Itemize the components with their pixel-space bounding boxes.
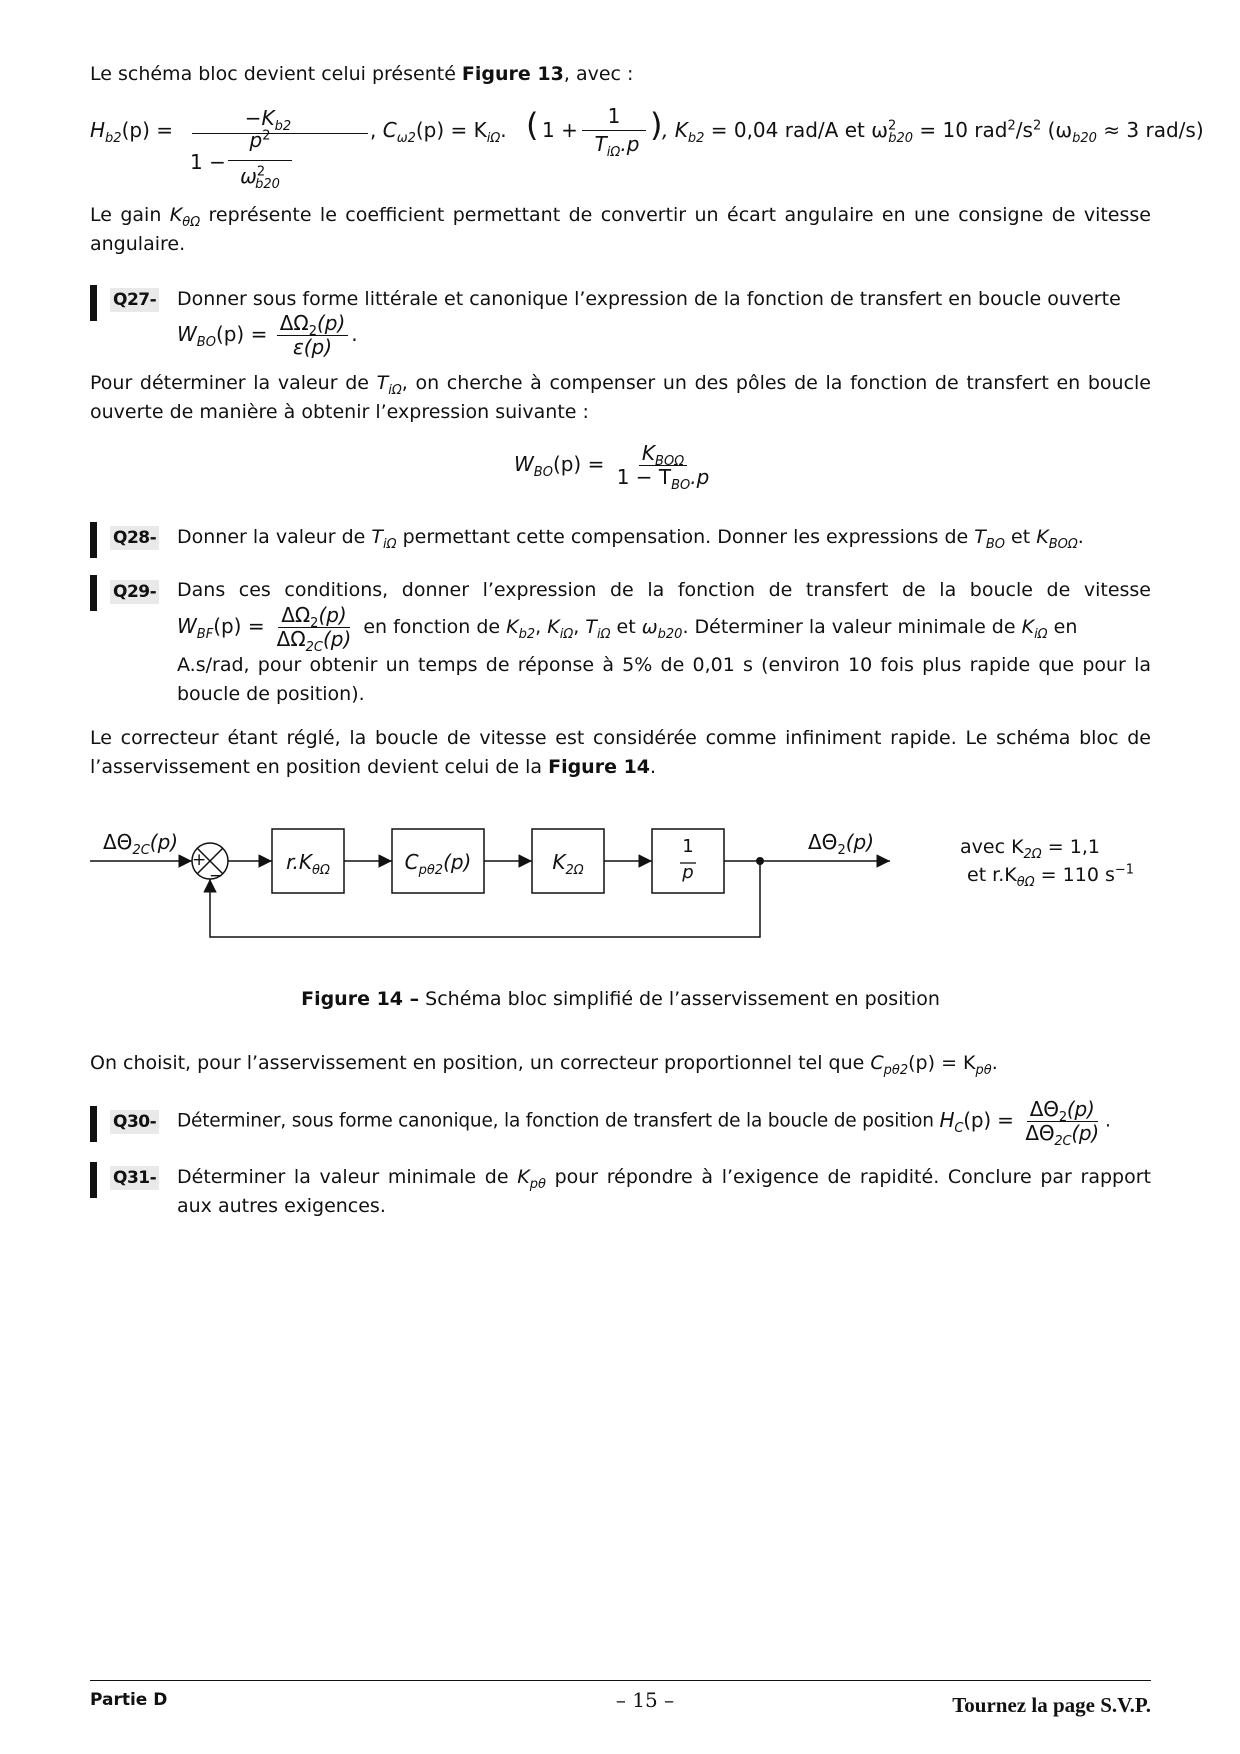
block-integrator-num: 1 xyxy=(682,836,694,857)
figure-14-ref: Figure 14 xyxy=(548,756,651,778)
block-k2omega-label: $K_{2\Omega}$ xyxy=(552,850,584,878)
diagram-note-rk: et $r.K_{\theta\Omega} = 110$ $s^{-1}$ xyxy=(967,862,1135,890)
q27-marker xyxy=(90,285,97,321)
q31-marker xyxy=(90,1162,97,1198)
q27-text: Donner sous forme littérale et canonique l’expression de la fonction de transfert en boucle ouverte xyxy=(177,288,1121,310)
q28-tag: Q28- xyxy=(110,526,159,550)
diagram-output-label: $\Delta\Theta_2(p)$ xyxy=(808,830,875,858)
figure-13-ref: Figure 13 xyxy=(461,63,564,85)
correcteur-paragraph: Le correcteur étant réglé, la boucle de vitesse est considérée comme infiniment rapide. Le schéma bloc de l’asservissement en position devient celui de la Figure 14. xyxy=(90,727,1151,778)
q31-tag: Q31- xyxy=(110,1166,159,1190)
choix-paragraph: On choisit, pour l’asservissement en position, un correcteur proportionnel tel que $C_{p\theta 2}(p) = K_{p\theta}$. xyxy=(90,1052,998,1078)
footer-rule xyxy=(90,1680,1151,1681)
block-corrector-label: $C_{p\theta 2}(p)$ xyxy=(404,850,472,878)
block-integrator-den: p xyxy=(682,862,694,883)
block-rk-theta-label: $r.K_{\theta\Omega}$ xyxy=(286,850,330,878)
q28-text: Donner la valeur de $T_{i\Omega}$ permettant cette compensation. Donner les expressions de $T_{BO}$ et $K_{BO\Omega}$. xyxy=(177,526,1084,552)
q28-marker xyxy=(90,522,97,558)
hb2-numerator: $-K_{b2}$ xyxy=(244,106,292,134)
plus-sign: + xyxy=(192,850,207,870)
minus-sign: − xyxy=(209,866,224,886)
footer-turn-page: Tournez la page S.V.P. xyxy=(952,1693,1151,1717)
intro-paragraph: Le schéma bloc devient celui présenté Figure 13, avec : xyxy=(90,63,634,85)
q29-line4: boucle de position). xyxy=(177,683,365,705)
q29-marker xyxy=(90,575,97,611)
diagram-note-k2omega: avec $K_{2\Omega} = 1,1$ xyxy=(960,836,1100,862)
figure-14-caption: Figure 14 – Schéma bloc simplifié de l’asservissement en position xyxy=(301,988,940,1010)
q31-text: Déterminer la valeur minimale de $K_{p\theta}$ pour répondre à l’exigence de rapidité. Conclure par rapport aux autres exigences. xyxy=(177,1166,1151,1217)
q27-formula: $W_{BO}(p)$ = $\frac{\Delta\Omega_2(p)}{\varepsilon(p)}$ . xyxy=(177,311,358,359)
q29-line2: $W_{BF}(p)$ = $\frac{\Delta\Omega_2(p)}{\Delta\Omega_{2C}(p)}$ en fonction de $K_{b2}$, $K_{i\Omega}$, $T_{i\Omega}$ et $\omega_{b20}$. Déterminer la valeur minimale de $K_{i\Omega}$ en xyxy=(177,603,1078,655)
q27-tag: Q27- xyxy=(110,288,159,312)
q30-marker xyxy=(90,1106,97,1142)
q29-tag: Q29- xyxy=(110,580,159,604)
equation-wbo: $W_{BO}(p)$ = $\frac{K_{BO\Omega}}{1 - T_{BO}.p}$ xyxy=(514,441,710,493)
diagram-input-label: $\Delta\Theta_{2C}(p)$ xyxy=(103,830,179,858)
q30-text: Déterminer, sous forme canonique, la fonction de transfert de la boucle de position $H_C(p)$ = $\frac{\Delta\Theta_2(p)}{\Delta\Theta_{2C}(p)}$ . xyxy=(177,1097,1111,1149)
q29-line3: A.s/rad, pour obtenir un temps de réponse à 5% de 0,01 s (environ 10 fois plus rapide que pour la xyxy=(177,654,1151,676)
q29-line1: Dans ces conditions, donner l’expression de la fonction de transfert de la boucle de vitesse xyxy=(177,579,1151,601)
equation-hb2: $H_{b2}(p)$ = $-K_{b2}$ 1 − $p^2$ $\omega^2_{b20}$ , $C_{\omega 2}(p) = K_{i\Omega}$. ( 1 + 1 $T_{i\Omega}.p$ ) , $K_{b2} = 0,04$ rad/A et $\omega^2_{b20} = 10$ $rad^2/s^2$ ($\omega_{b20} \approx 3$ rad/s) xyxy=(90,104,1204,192)
q30-tag: Q30- xyxy=(110,1110,159,1134)
footer-part: Partie D xyxy=(90,1690,168,1710)
takeoff-point xyxy=(756,857,764,865)
pour-paragraph: Pour déterminer la valeur de $T_{i\Omega}$, on cherche à compenser un des pôles de la fonction de transfert en boucle ouverte de manière à obtenir l’expression suivante : xyxy=(90,372,1151,423)
gain-paragraph: Le gain $K_{\theta\Omega}$ représente le coefficient permettant de convertir un écart angulaire en une consigne de vitesse angulaire. xyxy=(90,204,1151,255)
footer-page-number: – 15 – xyxy=(615,1688,675,1712)
